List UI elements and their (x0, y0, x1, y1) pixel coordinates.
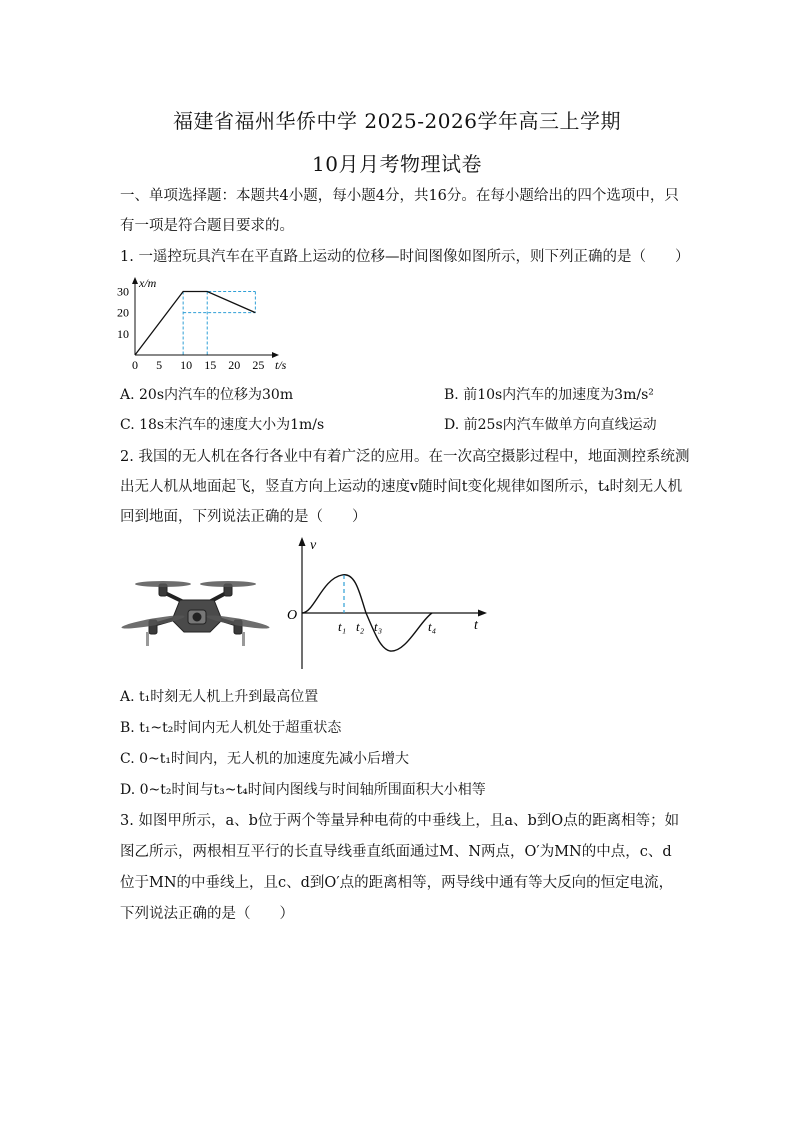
y-tick-label: 30 (117, 284, 129, 299)
q2-option-d: D. 0~t₂时间与t₃~t₄时间内图线与时间轴所围面积大小相等 (120, 782, 486, 798)
q2-stem-line3: 回到地面，下列说法正确的是（ ） (120, 509, 367, 525)
section-intro-line2: 有一项是符合题目要求的。 (120, 218, 294, 234)
t-axis-label: t (474, 618, 478, 633)
q1-stem: 1. 一遥控玩具汽车在平直路上运动的位移—时间图像如图所示，则下列正确的是（ ） (120, 249, 690, 265)
origin-label: O (287, 608, 298, 623)
y-tick-label: 20 (117, 305, 129, 320)
q1-option-c: C. 18s末汽车的速度大小为1m/s (120, 417, 325, 433)
t2-label: t₂ (356, 619, 365, 634)
q3-stem-line3: 位于MN的中垂线上，且c、d到O′点的距离相等，两导线中通有等大反向的恒定电流， (120, 875, 674, 891)
xt-series-line (135, 291, 255, 355)
x-tick-label: 5 (156, 358, 163, 372)
q3-stem-line2: 图乙所示，两根相互平行的长直导线垂直纸面通过M、N两点，O′为MN的中点，c、d (120, 844, 672, 860)
t-axis-arrow (478, 610, 487, 617)
q1-option-b: B. 前10s内汽车的加速度为3m/s² (444, 387, 654, 403)
q1-xt-graph (115, 275, 285, 375)
t1-label: t₁ (338, 619, 347, 634)
y-axis-arrow (132, 277, 138, 284)
y-tick-label: 10 (117, 326, 129, 341)
q3-stem-line1: 3. 如图甲所示，a、b位于两个等量异种电荷的中垂线上，且a、b到O点的距离相等；如 (120, 813, 680, 829)
q3-stem-line4: 下列说法正确的是（ ） (120, 906, 294, 922)
q2-option-c: C. 0~t₁时间内，无人机的加速度先减小后增大 (120, 751, 409, 767)
t3-label: t₃ (374, 619, 383, 634)
x-tick-label: 0 (132, 358, 138, 372)
q2-stem-line1: 2. 我国的无人机在各行各业中有着广泛的应用。在一次高空摄影过程中，地面测控系统测 (120, 449, 690, 465)
x-tick-label: 10 (180, 358, 193, 372)
x-axis-label: t/s (275, 358, 287, 372)
x-tick-label: 20 (228, 358, 241, 372)
exam-title-line2: 10月月考物理试卷 (312, 152, 482, 176)
exam-title-line1: 福建省福州华侨中学 2025-2026学年高三上学期 (173, 109, 621, 133)
v-axis-arrow (299, 537, 306, 546)
drone-image (118, 570, 273, 650)
q2-stem-line2: 出无人机从地面起飞，竖直方向上运动的速度v随时间t变化规律如图所示，t₄时刻无人机 (120, 479, 683, 495)
q1-option-d: D. 前25s内汽车做单方向直线运动 (444, 417, 657, 433)
t4-label: t₄ (428, 619, 437, 634)
q2-option-b: B. t₁~t₂时间内无人机处于超重状态 (120, 720, 342, 736)
q2-vt-graph (282, 535, 492, 675)
v-axis-label: v (310, 538, 317, 553)
x-tick-label: 25 (252, 358, 265, 372)
q1-option-a: A. 20s内汽车的位移为30m (120, 387, 294, 403)
x-tick-label: 15 (204, 358, 217, 372)
y-axis-label: x/m (139, 276, 157, 290)
section-intro-line1: 一、单项选择题：本题共4小题，每小题4分，共16分。在每小题给出的四个选项中，只 (120, 188, 679, 204)
q2-option-a: A. t₁时刻无人机上升到最高位置 (120, 689, 319, 705)
